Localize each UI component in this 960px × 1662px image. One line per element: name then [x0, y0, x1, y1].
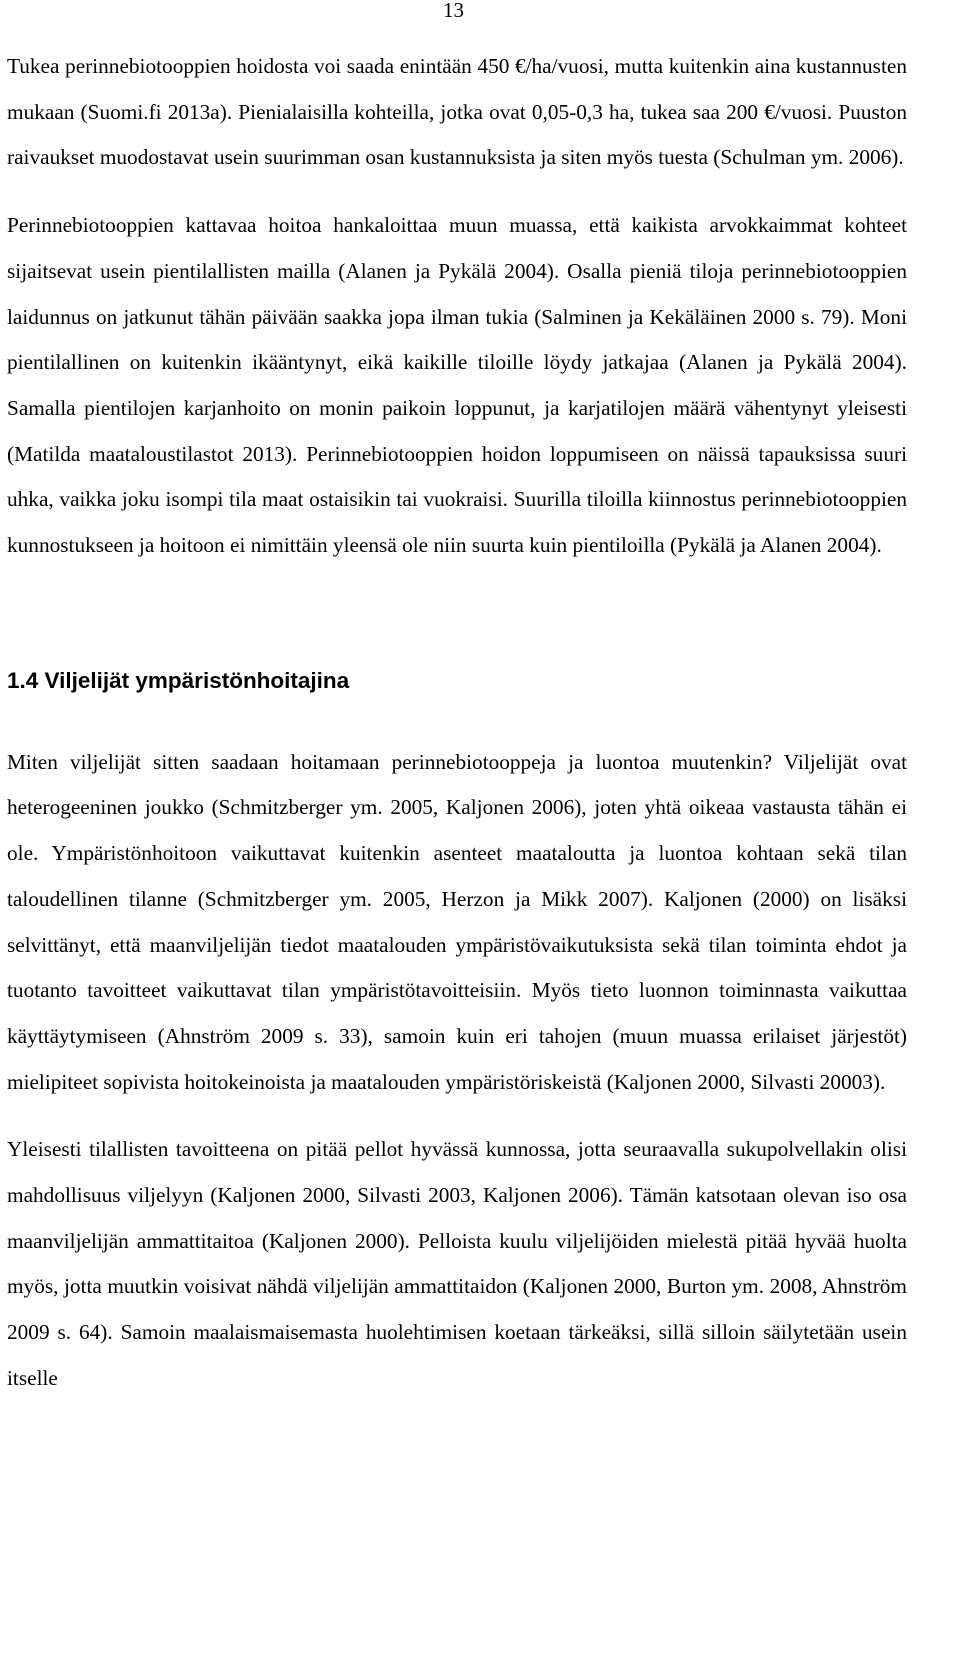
page-number: 13: [443, 0, 464, 22]
document-body: [7, 44, 907, 1402]
section-spacer: [7, 569, 907, 666]
section-heading: 1.4 Viljelijät ympäristönhoitajina: [7, 667, 350, 693]
paragraph-farmer-goals: Yleisesti tilallisten tavoitteena on pitää pellot hyvässä kunnossa, jotta seuraavalla sukupolvellakin olisi mahdollisuus viljelyyn (Kaljonen 2000, Silvasti 2003, Kaljonen 2006). Tämän katsotaan olevan iso osa maanviljelijän ammattitaitoa (Kaljonen 2000). Pelloista kuulu viljelijöiden mielestä pitää hyvää huolta myös, jotta muutkin voisivat nähdä viljelijän ammattitaidon (Kaljonen 2000, Burton ym. 2008, Ahnström 2009 s. 64). Samoin maalaismaisemasta huolehtimisen koetaan tärkeäksi, sillä silloin säilytetään usein itselle: [7, 1137, 907, 1390]
paragraph-support-amounts: Tukea perinnebiotooppien hoidosta voi saada enintään 450 €/ha/vuosi, mutta kuitenkin aina kustannusten mukaan (Suomi.fi 2013a). Pienialaisilla kohteilla, jotka ovat 0,05-0,3 ha, tukea saa 200 €/vuosi. Puuston raivaukset muodostavat usein suurimman osan kustannuksista ja siten myös tuesta (Schulman ym. 2006).: [7, 54, 907, 170]
paragraph-farmer-motivation: Miten viljelijät sitten saadaan hoitamaan perinnebiotooppeja ja luontoa muutenkin? Viljelijät ovat heterogeeninen joukko (Schmitzberger ym. 2005, Kaljonen 2006), joten yhtä oikeaa vastausta tähän ei ole. Ympäristönhoitoon vaikuttavat kuitenkin asenteet maatalouttа ja luontoa kohtaan sekä tilan taloudellinen tilanne (Schmitzberger ym. 2005, Herzon ja Mikk 2007). Kaljonen (2000) on lisäksi selvittänyt, että maanviljelijän tiedot maatalouden ympäristövaikutuksista sekä tilan toiminta ehdot ja tuotanto tavoitteet vaikuttavat tilan ympäristötavoitteisiin. Myös tieto luonnon toiminnasta vaikuttaa käyttäytymiseen (Ahnström 2009 s. 33), samoin kuin eri tahojen (muun muassa erilaiset järjestöt) mielipiteet sopivista hoitokeinoista ja maatalouden ympäristöriskeistä (Kaljonen 2000, Silvasti 20003).: [7, 749, 907, 1094]
heading-spacer: [7, 696, 907, 740]
paragraph-spacer: [7, 181, 907, 203]
paragraph-spacer: [7, 1105, 907, 1127]
paragraph-small-farms: Perinnebiotooppien kattavaa hoitoa hankaloittaa muun muassa, että kaikista arvokkaimmat kohteet sijaitsevat usein pientilallisten mailla (Alanen ja Pykälä 2004). Osalla pieniä tiloja perinnebiotooppien laidunnus on jatkunut tähän päivään saakka jopa ilman tukia (Salminen ja Kekäläinen 2000 s. 79). Moni pientilallinen on kuitenkin ikääntynyt, eikä kaikille tiloille löydy jatkajaa (Alanen ja Pykälä 2004). Samalla pientilojen karjanhoito on monin paikoin loppunut, ja karjatilojen määrä vähentynyt yleisesti (Matilda maataloustilastot 2013). Perinnebiotooppien hoidon loppumiseen on näissä tapauksissa suuri uhka, vaikka joku isompi tila maat ostaisikin tai vuokraisi. Suurilla tiloilla kiinnostus perinnebiotooppien kunnostukseen ja hoitoon ei nimittäin yleensä ole niin suurta kuin pientiloilla (Pykälä ja Alanen 2004).: [7, 213, 907, 558]
